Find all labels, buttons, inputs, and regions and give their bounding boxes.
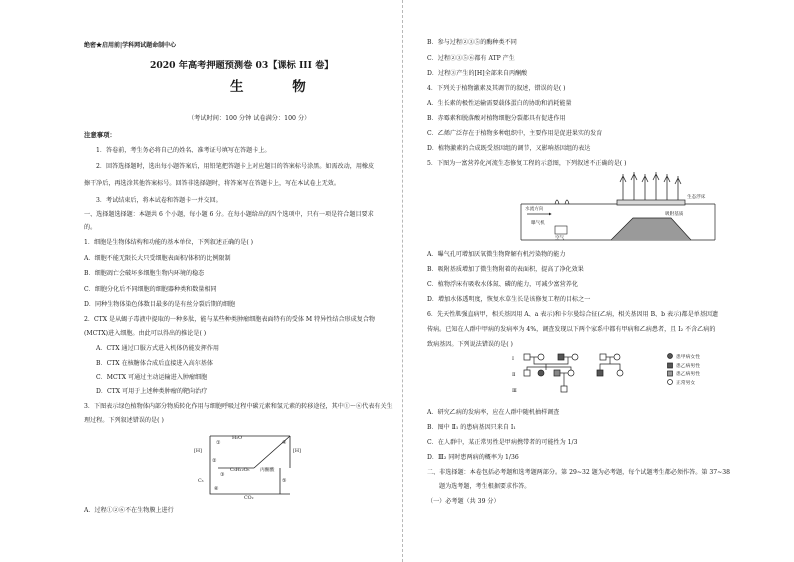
pedigree-female — [568, 370, 574, 376]
q6-option-b: B．图中 Ⅱ₁ 的患病基因只来自 Ⅰ₁ — [427, 424, 516, 431]
pedigree-male — [524, 354, 530, 360]
q5-option-c: C．植物浮床有吸收水体氮、磷的能力，可减少富营养化 — [427, 281, 578, 288]
label-step-1: ① — [216, 441, 221, 446]
label-step-4: ④ — [282, 441, 287, 446]
q6-pedigree-chart — [510, 350, 760, 400]
label-glucose: C₆H₁₂O₆ — [230, 468, 250, 473]
generation-1-label: Ⅰ — [512, 356, 514, 362]
notice-heading: 注意事项： — [84, 131, 116, 139]
label-flow-direction: 水流方向 — [525, 207, 544, 212]
q3-carbon-hydrogen-diagram — [190, 428, 310, 502]
legend-item-2: 患乙病男性 — [676, 364, 700, 369]
q3-stem-cont: 理过程。下列叙述错误的是( ) — [84, 417, 164, 424]
label-step-2: ② — [212, 459, 217, 464]
q6-stem: 6．先天性肌强直病甲，相关基因用 A、a 表示)和卡尔曼综合征(乙病，相关基因用 B、b 表示)都是单基因遗 — [427, 311, 719, 318]
q1-option-c: C．细胞分化后不同细胞的细胞器种类和数量相同 — [84, 286, 217, 293]
legend-item-3: 患乙病男性 — [676, 372, 700, 377]
label-h2o: H₂O — [232, 436, 243, 441]
pedigree-female — [538, 354, 544, 360]
label-step-5: ⑤ — [282, 479, 287, 484]
label-floating-bed: 生态浮床 — [687, 195, 706, 200]
label-step-6: ⑥ — [214, 487, 219, 492]
top-note: 绝密★启用前|学科网试题命制中心 — [84, 42, 177, 49]
pedigree-male — [524, 370, 530, 376]
section2-subheading: （一）必考题（共 39 分） — [427, 498, 500, 505]
q2-option-d: D．CTX 可用于上述种类肿瘤的靶向治疗 — [96, 388, 208, 395]
q2-stem-cont: (MCTX)进入细胞。由此可以得出的推论是( ) — [84, 330, 207, 337]
q1-option-d: D．同种生物体染色体数目最多的是有丝分裂后期的细胞 — [84, 301, 236, 308]
generation-2-label: Ⅱ — [512, 372, 516, 378]
section2-intro: 二、非选择题：本卷包括必考题和选考题两部分。第 29~32 题为必考题，每个试题考生都必须作答。第 37~38 — [427, 469, 730, 476]
q1-stem: 1．细胞是生物体结构和功能的基本单位，下列叙述正确的是( ) — [84, 239, 254, 246]
q4-option-a: A．生长素的极性运输需要载体蛋白的协助和消耗能量 — [427, 100, 572, 107]
q3-option-d: D．过程③产生的[H]全部来自丙酮酸 — [427, 70, 528, 77]
q2-option-c: C．MCTX 可通过主动运输进入肿瘤细胞 — [96, 374, 208, 381]
label-h-left: [H] — [194, 449, 202, 454]
legend-symbol-1 — [668, 354, 673, 359]
q2-option-a: A．CTX 通过口服方式进入机体仍能发挥作用 — [96, 345, 219, 352]
floating-bed — [617, 200, 685, 205]
label-h-right: [H] — [293, 449, 301, 454]
q6-stem-cont-1: 传病。已知在人群中甲病的发病率为 4%，调查发现以下两个家系中都有甲病和乙病患者，且 Ⅰ₂ 不含乙病的 — [427, 326, 716, 333]
diagram-outer-path — [210, 436, 290, 494]
pedigree-female — [614, 354, 620, 360]
page-title: 2020 年高考押题预测卷 03【课标 III 卷】 — [150, 60, 334, 71]
label-pyruvate: 丙酮酸 — [260, 468, 275, 473]
q5-option-b: B．吸附基质增加了微生物附着的表面积，提高了净化效果 — [427, 266, 584, 273]
label-substrate: 吸附基质 — [665, 212, 684, 217]
pedigree-female — [617, 370, 623, 376]
pedigree-male-affected — [554, 370, 560, 376]
pedigree-female-affected — [538, 370, 544, 376]
q6-option-a: A．研究乙病的发病率，应在人群中随机抽样调查 — [427, 409, 560, 416]
pedigree-male-affected — [597, 370, 603, 376]
section1-intro-cont: 的。 — [84, 224, 97, 231]
subject-title: 生 物 — [230, 79, 328, 95]
section2-intro-cont: 题为选考题，考生根据要求作答。 — [439, 483, 531, 490]
notice-item-2-cont: 擦干净后，再选涂其他答案标号。回答非选择题时，将答案写在答题卡上，写在本试卷上无效。 — [84, 180, 340, 187]
q3-option-a: A．过程①②⑥不在生物膜上进行 — [84, 507, 174, 514]
legend-item-1: 患甲病女性 — [676, 355, 700, 360]
q6-option-d: D．Ⅲ₂ 同时患两病的概率为 1/36 — [427, 454, 519, 461]
label-air: 空气 — [555, 236, 565, 241]
pedigree-male — [561, 386, 567, 392]
q2-option-b: B．CTX 在核糖体合成后直接进入高尔基体 — [96, 360, 213, 367]
q3-option-c: C．过程②③⑤⑥都有 ATP 产生 — [427, 55, 515, 62]
label-aerator: 曝气机 — [531, 221, 545, 226]
right-column — [405, 0, 794, 562]
generation-3-label: Ⅲ — [512, 388, 517, 394]
exam-info: （考试时间：100 分钟 试卷满分：100 分） — [188, 115, 311, 122]
q2-stem: 2．CTX 是从蝎子毒液中提取的一种多肽，能与某些种类肿瘤细胞表面特有的受体 M 特异性结合形成复合物 — [84, 316, 376, 323]
legend-symbol-2 — [668, 363, 673, 368]
pedigree-female — [572, 354, 578, 360]
q4-option-c: C．乙烯广泛存在于植物多种组织中，主要作用是促进果实的发育 — [427, 130, 603, 137]
label-step-3: ③ — [220, 473, 225, 478]
q5-option-d: D．增加水体透明度，恢复水草生长是该修复工程的目标之一 — [427, 296, 591, 303]
q3-stem: 3．下图表示绿色植物体内部分物质转化作用与细胞呼吸过程中碳元素和氢元素的转移途径，其中①～⑥代表有关生 — [84, 403, 393, 410]
pedigree-male-affected — [558, 354, 564, 360]
q4-option-d: D．植物激素的合成既受基因组的调节，又影响基因组的表达 — [427, 145, 591, 152]
column-divider — [402, 0, 403, 562]
q1-option-a: A．细胞不能无限长大只受细胞表面积/体积的比例限制 — [84, 255, 231, 262]
legend-symbol-3 — [668, 371, 673, 376]
notice-item-2: 2．回答选择题时，选出每小题答案后，用铅笔把答题卡上对应题目的答案标号涂黑。如需改动，用橡皮 — [96, 163, 375, 170]
label-c3: C₃ — [198, 479, 204, 484]
q3-option-b: B．参与过程②③⑤的酶种类不同 — [427, 39, 517, 46]
pedigree-male — [600, 354, 606, 360]
q5-option-a: A．曝气孔可增加厌氧微生物降解有机污染物的能力 — [427, 251, 566, 258]
legend-item-4: 正常男女 — [676, 381, 696, 386]
q5-restoration-diagram — [515, 168, 725, 248]
notice-item-3: 3．考试结束后，将本试卷和答题卡一并交回。 — [96, 197, 222, 204]
q6-stem-cont-2: 致病基因。下列说法错误的是( ) — [427, 341, 513, 348]
section1-intro: 一、选择题选择题：本题共 6 个小题，每小题 6 分。在每小题给出的四个选项中，只有一项是符合题目要求 — [84, 211, 374, 218]
q6-option-c: C．在人群中，某正常男性是甲病携带者的可能性为 1/3 — [427, 439, 578, 446]
q4-option-b: B．赤霉素和脱落酸对植物细胞分裂都具有促进作用 — [427, 115, 566, 122]
legend-symbol-4 — [668, 380, 673, 385]
notice-item-1: 1．答卷前，考生务必将自己的姓名、准考证号填写在答题卡上。 — [96, 147, 271, 154]
q4-stem: 4．下列关于植物激素及其调节的叙述，错误的是( ) — [427, 85, 566, 92]
plants-group — [620, 172, 681, 200]
q5-stem: 5．下图为一富营养化河流生态修复工程的示意图，下列叙述不正确的是( ) — [427, 160, 627, 167]
substrate-mound — [611, 218, 691, 240]
aerator-box — [555, 226, 567, 234]
label-co2: CO₂ — [244, 496, 254, 501]
q1-option-b: B．细胞凋亡会破坏多细胞生物内环境的稳态 — [84, 270, 205, 277]
